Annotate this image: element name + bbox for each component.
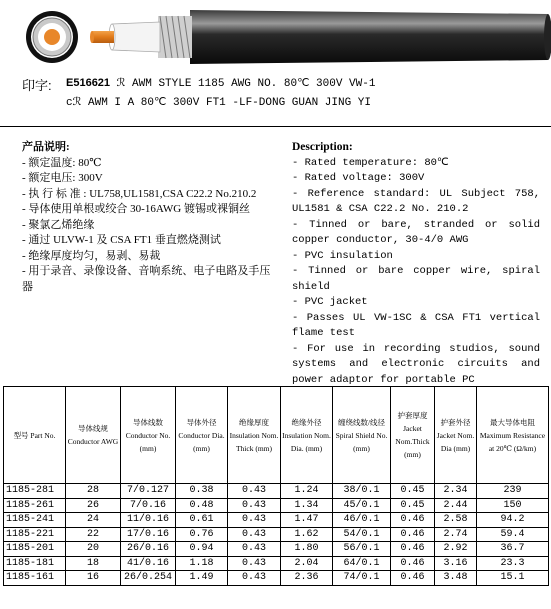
table-cell: 0.43: [228, 498, 281, 513]
table-cell: 94.2: [477, 513, 549, 528]
table-cell: 7/0.127: [121, 484, 176, 499]
print-text-1: AWM STYLE 1185 AWG NO. 80℃ 300V VW-1: [132, 78, 376, 90]
description-en-item: - For use in recording studios, sound systems and electronic circuits and power adaptor for portable PC: [292, 342, 540, 386]
table-cell: 0.76: [176, 527, 228, 542]
table-cell: 1185-281: [4, 484, 66, 499]
table-cell: 0.43: [228, 513, 281, 528]
file-number: E516621: [66, 77, 111, 89]
table-cell: 56/0.1: [333, 542, 391, 557]
header-conductor-awg: 导体线规 Conductor AWG: [66, 387, 121, 484]
table-cell: 2.36: [281, 571, 333, 586]
specification-table: [3, 386, 549, 586]
table-cell: 2.58: [435, 513, 477, 528]
table-cell: 41/0.16: [121, 556, 176, 571]
table-cell: 23.3: [477, 556, 549, 571]
table-cell: 1185-261: [4, 498, 66, 513]
table-cell: 2.34: [435, 484, 477, 499]
table-cell: 24: [66, 513, 121, 528]
cable-illustration: [0, 0, 551, 72]
description-cn-title: 产品说明:: [22, 141, 70, 153]
description-cn-item: - 通过 ULVW-1 及 CSA FT1 垂直燃烧测试: [22, 234, 221, 246]
description-en-item: - PVC jacket: [292, 296, 368, 308]
table-row: [4, 527, 549, 542]
table-row: [4, 556, 549, 571]
header-conductor-no: 导体线数 Conductor No. (mm): [121, 387, 176, 484]
table-cell: 22: [66, 527, 121, 542]
table-cell: 54/0.1: [333, 527, 391, 542]
header-insulation-thick: 绝缘厚度 Insulation Nom. Thick (mm): [228, 387, 281, 484]
cul-recognized-mark: cℛ: [66, 97, 82, 109]
header-jacket-thick: 护套厚度 Jacket Nom.Thick (mm): [391, 387, 435, 484]
table-cell: 0.43: [228, 571, 281, 586]
section-divider: [0, 126, 551, 127]
table-cell: 0.46: [391, 571, 435, 586]
table-cell: 239: [477, 484, 549, 499]
table-cell: 2.92: [435, 542, 477, 557]
table-cell: 0.46: [391, 542, 435, 557]
table-cell: 3.48: [435, 571, 477, 586]
table-cell: 0.38: [176, 484, 228, 499]
header-jacket-dia: 护套外径 Jacket Nom. Dia (mm): [435, 387, 477, 484]
table-cell: 46/0.1: [333, 513, 391, 528]
table-row: [4, 513, 549, 528]
table-cell: 26/0.254: [121, 571, 176, 586]
table-cell: 45/0.1: [333, 498, 391, 513]
table-body: [4, 484, 549, 586]
table-cell: 0.43: [228, 484, 281, 499]
header-insulation-dia: 绝缘外径 Insulation Nom. Dia. (mm): [281, 387, 333, 484]
description-en-item: - Rated voltage: 300V: [292, 172, 425, 184]
table-cell: 7/0.16: [121, 498, 176, 513]
description-en-item: - Tinned or bare copper wire, spiral shield: [292, 265, 540, 293]
description-en-item: - PVC insulation: [292, 249, 393, 262]
table-row: [4, 571, 549, 586]
table-cell: 2.04: [281, 556, 333, 571]
table-row: [4, 484, 549, 499]
table-cell: 1185-161: [4, 571, 66, 586]
description-cn-item: - 额定温度: 80℃: [22, 156, 102, 169]
table-cell: 1.24: [281, 484, 333, 499]
table-cell: 1.47: [281, 513, 333, 528]
print-marking-line-2: [66, 95, 371, 109]
table-cell: 1.62: [281, 527, 333, 542]
header-part-no: 型号 Part No.: [4, 387, 66, 484]
table-row: [4, 498, 549, 513]
description-en-title: Description:: [292, 141, 353, 153]
table-cell: 26/0.16: [121, 542, 176, 557]
table-cell: 1185-241: [4, 513, 66, 528]
table-cell: 1185-221: [4, 527, 66, 542]
table-cell: 26: [66, 498, 121, 513]
table-cell: 0.43: [228, 542, 281, 557]
description-en-item: - Tinned or bare, stranded or solid copper conductor, 30-4/0 AWG: [292, 218, 540, 246]
table-cell: 28: [66, 484, 121, 499]
table-cell: 0.43: [228, 556, 281, 571]
description-cn-item: - 绝缘厚度均匀，易剥、易裁: [22, 249, 161, 262]
table-cell: 1.18: [176, 556, 228, 571]
header-spiral-shield: 缠绕线数/线径 Spiral Shield No. (mm): [333, 387, 391, 484]
ul-recognized-mark: ℛ: [116, 78, 126, 90]
table-cell: 38/0.1: [333, 484, 391, 499]
table-cell: 15.1: [477, 571, 549, 586]
table-cell: 18: [66, 556, 121, 571]
description-cn-item: - 执 行 标 准 : UL758,UL1581,CSA C22.2 No.210.2: [22, 187, 257, 200]
header-conductor-dia: 导体外径 Conductor Dia. (mm): [176, 387, 228, 484]
table-cell: 20: [66, 542, 121, 557]
cable-side-view: [90, 10, 551, 64]
description-cn-item: - 额定电压: 300V: [22, 172, 103, 184]
table-cell: 0.61: [176, 513, 228, 528]
table-cell: 16: [66, 571, 121, 586]
table-cell: 0.48: [176, 498, 228, 513]
table-cell: 0.43: [228, 527, 281, 542]
table-cell: 1185-201: [4, 542, 66, 557]
description-cn-item: - 用于录音、录像设备、音响系统、电子电路及手压器: [22, 265, 271, 293]
table-cell: 0.46: [391, 527, 435, 542]
table-cell: 0.45: [391, 484, 435, 499]
description-en-item: - Passes UL VW-1SC & CSA FT1 vertical flame test: [292, 311, 540, 339]
table-cell: 64/0.1: [333, 556, 391, 571]
table-cell: 2.74: [435, 527, 477, 542]
description-cn-item: - 聚氯乙烯绝缘: [22, 218, 95, 231]
table-cell: 1.34: [281, 498, 333, 513]
description-chinese: [22, 140, 280, 295]
description-english: [292, 140, 540, 388]
table-cell: 36.7: [477, 542, 549, 557]
table-cell: 0.94: [176, 542, 228, 557]
print-text-2: AWM I A 80℃ 300V FT1 -LF-DONG GUAN JING YI: [88, 97, 371, 109]
cable-cross-section: [26, 11, 78, 63]
table-cell: 74/0.1: [333, 571, 391, 586]
table-cell: 150: [477, 498, 549, 513]
table-cell: 0.45: [391, 498, 435, 513]
header-max-resistance: 最大导体电阻 Maximum Resistance at 20℃ (Ω/km): [477, 387, 549, 484]
table-cell: 1.49: [176, 571, 228, 586]
table-header-row: [4, 387, 549, 484]
print-marking-line-1: [66, 76, 375, 90]
description-en-item: - Reference standard: UL Subject 758, UL1581 & CSA C22.2 No. 210.2: [292, 187, 540, 215]
table-cell: 17/0.16: [121, 527, 176, 542]
table-cell: 1185-181: [4, 556, 66, 571]
table-cell: 0.46: [391, 513, 435, 528]
table-cell: 0.46: [391, 556, 435, 571]
description-cn-item: - 导体使用单根或绞合 30-16AWG 镀锡或裸铜丝: [22, 203, 250, 215]
table-row: [4, 542, 549, 557]
print-marking-label: 印字:: [22, 78, 52, 93]
description-en-item: - Rated temperature: 80℃: [292, 156, 449, 169]
table-cell: 2.44: [435, 498, 477, 513]
table-cell: 11/0.16: [121, 513, 176, 528]
table-cell: 1.80: [281, 542, 333, 557]
table-cell: 3.16: [435, 556, 477, 571]
table-cell: 59.4: [477, 527, 549, 542]
